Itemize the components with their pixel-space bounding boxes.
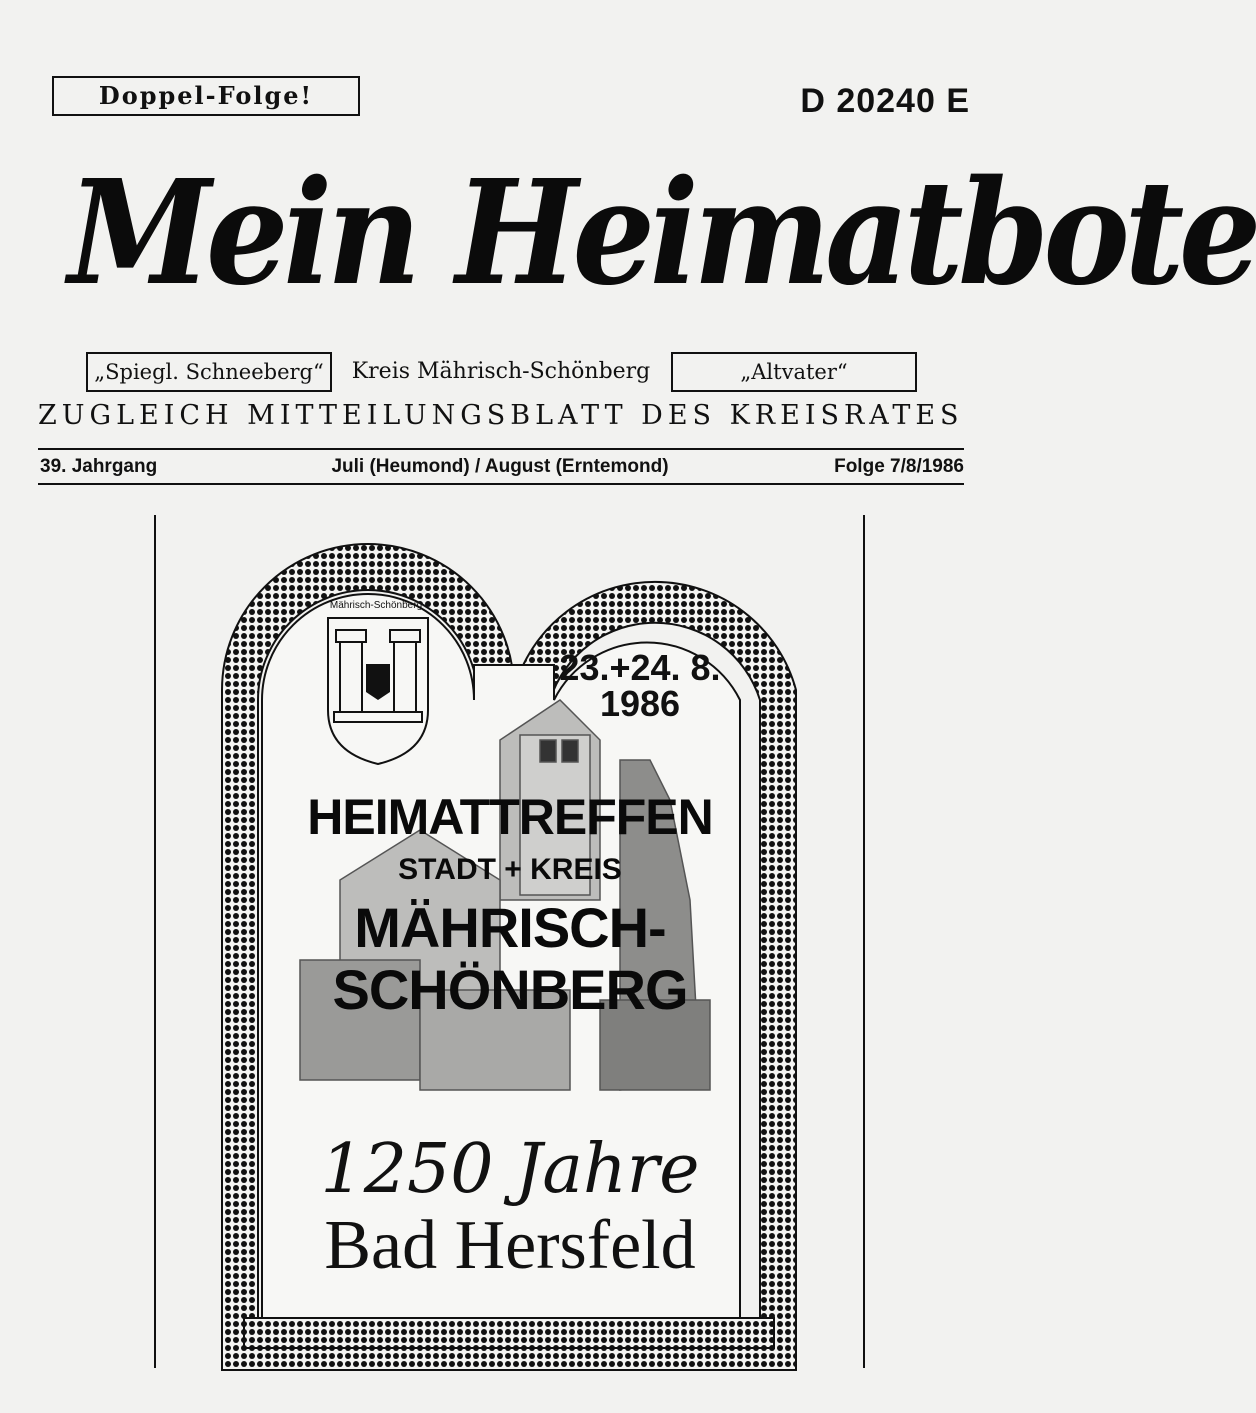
coat-of-arms [328,618,428,764]
event-date-year: 1986 [599,683,681,724]
event-place-line1: MÄHRISCH- [354,896,666,959]
host-town: Bad Hersfeld [324,1207,696,1284]
volume-label: 39. Jahrgang [40,456,158,477]
anniversary-text: 1250 Jahre [320,1130,700,1209]
masthead-title: Mein Heimatbote [68,148,1256,317]
tagline: ZUGLEICH MITTEILUNGSBLATT DES KREISRATES [38,400,964,431]
crest-label: Mährisch-Schönberg [329,600,423,611]
event-title: HEIMATTREFFEN [307,789,713,845]
event-place-line2: SCHÖNBERG [332,958,688,1021]
subtitle-right-box: „Altvater“ [671,352,917,392]
postal-code: D 20240 E [800,82,970,120]
issue-months: Juli (Heumond) / August (Erntemond) [331,456,669,477]
double-issue-badge: Doppel-Folge! [52,76,360,116]
event-date [540,647,740,724]
subtitle-district: Kreis Mährisch-Schönberg [351,359,651,384]
event-date-days: 23.+24. 8. [559,647,721,688]
issue-number: Folge 7/8/1986 [834,456,964,477]
event-subtitle: STADT + KREIS [398,853,622,886]
dotted-base-band [244,1318,774,1348]
subtitle-left-box: „Spiegl. Schneeberg“ [86,352,332,392]
